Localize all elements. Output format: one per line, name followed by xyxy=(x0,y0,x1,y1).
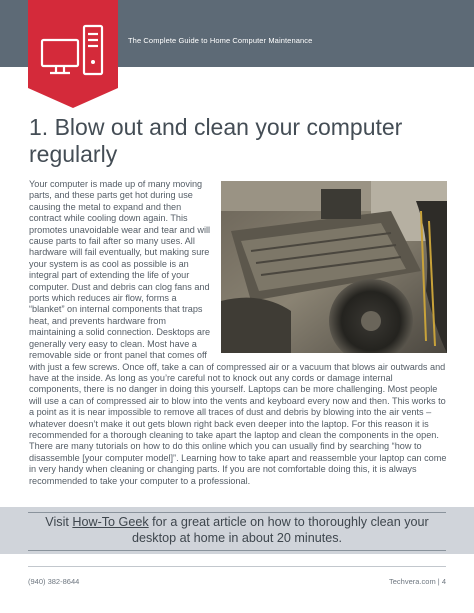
header-ribbon xyxy=(28,0,118,108)
section-paragraph: Your computer is made up of many moving parts, and these parts get hot during use causing the metal to expand and then contract while cooling down again. This promotes unavoidable wear and tear and will cause parts to fail after so many uses. All hardware will fail eventually, but making sure your system is as cool as possible is an integral part of extending the life of your computer. Dust and debris can clog fans and ports which reduces air flow, forms a “blanket” on internal components that traps heat, and prevents hardware from maintaining a solid connection. Desktops are generally very easy to clean. Most have a removable side or front panel that comes off with just a few screws. Once off, take a can of compressed air or a vacuum that blows air outwards and have at the inside. As long as you’re careful not to knock out any cords or damage internal components, there is no danger in doing this yourself. Laptops can be more challenging. Most people will use a can of compressed air to blow into the vents and keyboard every now and then. This works to a point as it is near impossible to remove all traces of dust and debris by blowing into the air vents – whatever doesn’t make it out gets blown right back even deeper into the laptop. For this reason it is recommended for a thorough cleaning to take apart the laptop and clean the components in the open. There are many tutorials on how to do this online which you can usually find by searching “how to disassemble [your computer model]”. Learning how to take apart and reassemble your laptop can come in very handy when cleaning or changing parts. If you are not comfortable doing this, it is always recommended to take your computer to a professional. xyxy=(29,179,447,486)
footer-divider xyxy=(28,566,446,567)
section-body xyxy=(29,179,447,487)
callout-box xyxy=(0,507,474,554)
footer-phone: (940) 382-8644 xyxy=(28,577,80,586)
footer-site-page: Techvera.com | 4 xyxy=(389,577,446,586)
callout-text xyxy=(28,515,446,546)
how-to-geek-link[interactable]: How-To Geek xyxy=(72,515,149,529)
section-title: 1. Blow out and clean your computer regularly xyxy=(29,114,403,167)
guide-title: The Complete Guide to Home Computer Maintenance xyxy=(128,36,313,45)
callout-suffix: for a great article on how to thoroughly clean your desktop at home in about 20 minutes. xyxy=(131,515,429,545)
callout-prefix: Visit xyxy=(45,515,73,529)
dusty-computer-photo xyxy=(221,181,447,353)
